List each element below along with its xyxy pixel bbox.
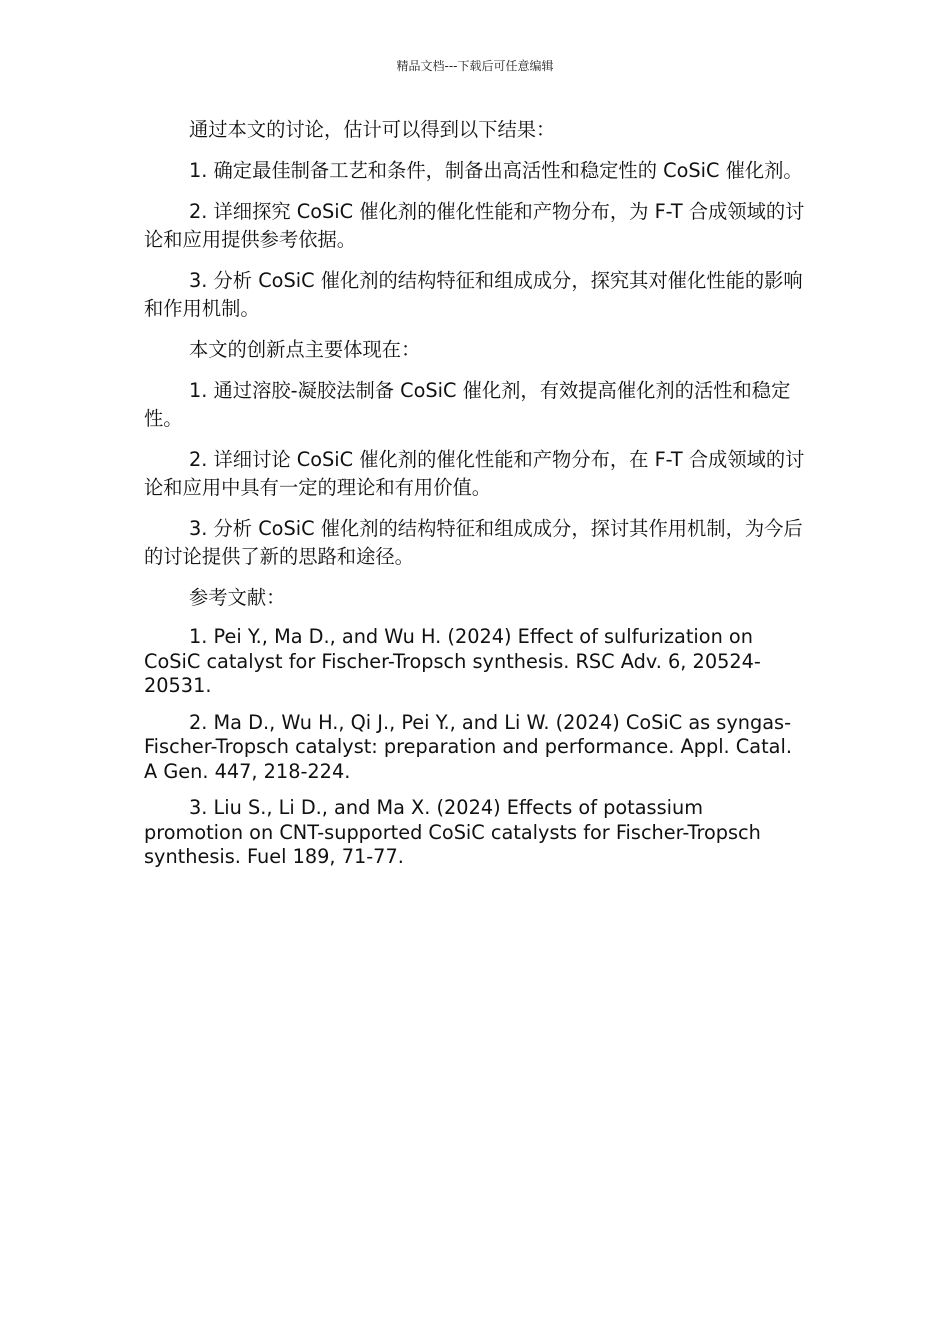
intro-paragraph: 通过本文的讨论，估计可以得到以下结果： — [189, 118, 556, 141]
innovation-item-2: 2. 详细讨论 CoSiC 催化剂的催化性能和产物分布，在 F-T 合成领域的讨论和应用中具有一定的理论和有用价值。 — [144, 448, 805, 499]
document-body — [144, 116, 806, 882]
page-header: 精品文档---下载后可任意编辑 — [396, 59, 554, 73]
result-item-2: 2. 详细探究 CoSiC 催化剂的催化性能和产物分布，为 F-T 合成领域的讨论和应用提供参考依据。 — [144, 200, 805, 251]
reference-item-2: 2. Ma D., Wu H., Qi J., Pei Y., and Li W. (2024) CoSiC as syngas-Fischer-Tropsch catalyst: preparation and performance. Appl. Catal. A Gen. 447, 218-224. — [144, 710, 792, 783]
result-item-1: 1. 确定最佳制备工艺和条件，制备出高活性和稳定性的 CoSiC 催化剂。 — [189, 159, 803, 182]
result-item-3: 3. 分析 CoSiC 催化剂的结构特征和组成成分，探究其对催化性能的影响和作用机制。 — [144, 269, 803, 320]
references-heading: 参考文献： — [189, 586, 286, 609]
reference-item-1: 1. Pei Y., Ma D., and Wu H. (2024) Effect of sulfurization on CoSiC catalyst for Fischer-Tropsch synthesis. RSC Adv. 6, 20524-20531. — [144, 625, 761, 697]
innovation-item-3: 3. 分析 CoSiC 催化剂的结构特征和组成成分，探讨其作用机制，为今后的讨论提供了新的思路和途径。 — [144, 517, 803, 568]
innovation-heading: 本文的创新点主要体现在： — [189, 338, 421, 361]
innovation-item-1: 1. 通过溶胶-凝胶法制备 CoSiC 催化剂，有效提高催化剂的活性和稳定性。 — [144, 379, 791, 430]
reference-item-3: 3. Liu S., Li D., and Ma X. (2024) Effects of potassium promotion on CNT-supported CoSiC catalysts for Fischer-Tropsch synthesis. Fuel 189, 71-77. — [144, 796, 761, 868]
